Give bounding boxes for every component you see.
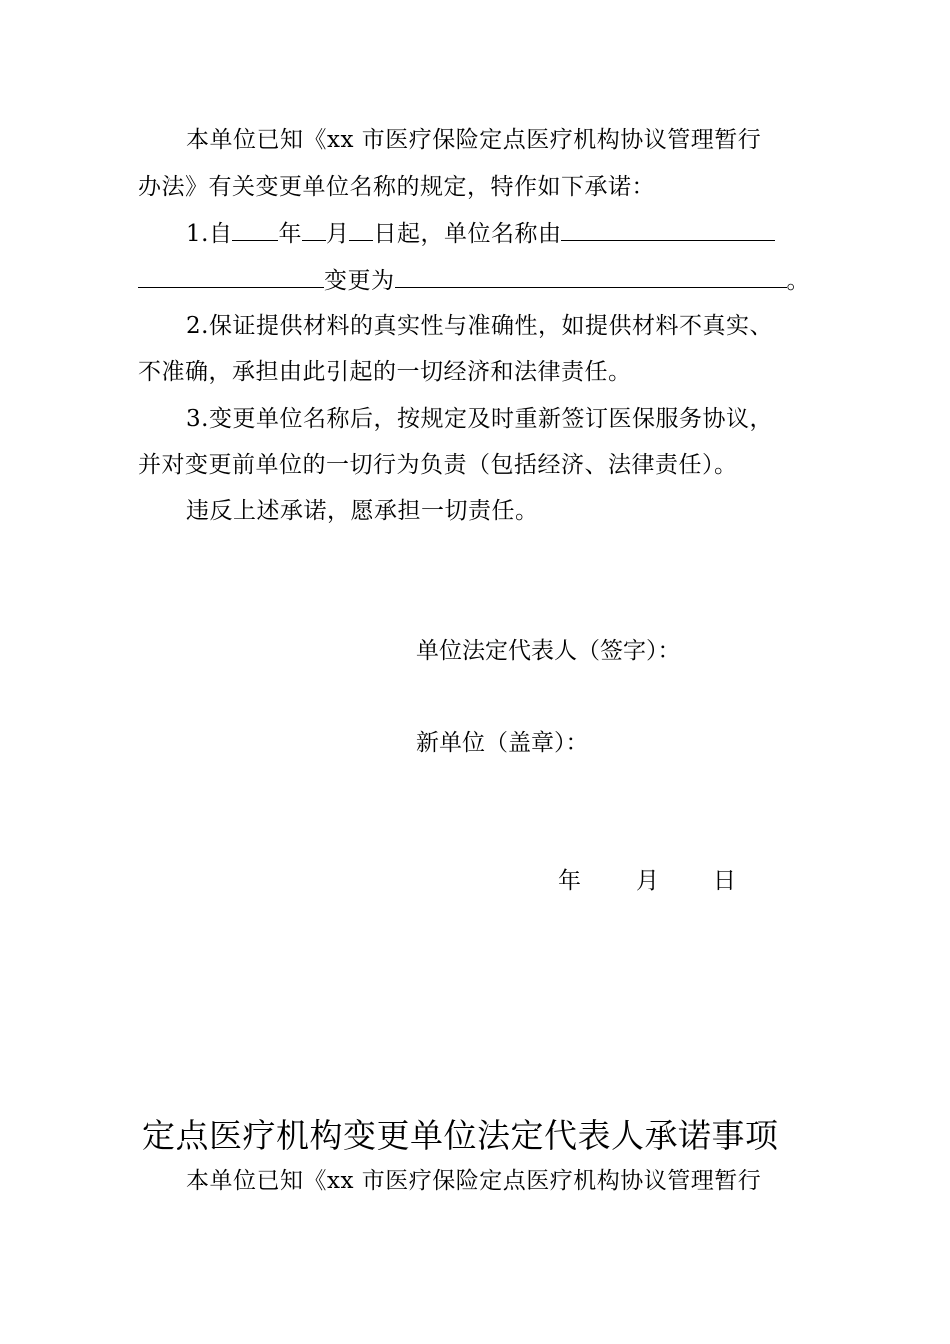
item1-line2 xyxy=(138,265,810,296)
seal-label: 新单位（盖章）： xyxy=(416,730,589,756)
closing-statement: 违反上述承诺，愿承担一切责任。 xyxy=(186,498,539,524)
item1-line1 xyxy=(186,218,775,249)
item2-line2: 不准确，承担由此引起的一切经济和法律责任。 xyxy=(138,359,632,385)
para1-line2: 办法》有关变更单位名称的规定，特作如下承诺： xyxy=(138,174,655,200)
section2-title: 定点医疗机构变更单位法定代表人承诺事项 xyxy=(142,1116,779,1155)
item2-line1: 2.保证提供材料的真实性与准确性，如提供材料不真实、 xyxy=(186,313,773,339)
item3-line1: 3.变更单位名称后，按规定及时重新签订医保服务协议， xyxy=(186,406,773,432)
item1-day-label: 日起，单位名称由 xyxy=(373,221,562,247)
new-name-blank[interactable] xyxy=(395,265,787,288)
day-blank[interactable] xyxy=(349,218,373,241)
date-month-label: 月 xyxy=(636,868,659,894)
item1-end: 。 xyxy=(786,268,810,294)
item1-month-label: 月 xyxy=(325,221,350,247)
item1-year-label: 年 xyxy=(278,221,302,247)
signature-label: 单位法定代表人（签字）： xyxy=(416,638,681,664)
old-name-blank-part2[interactable] xyxy=(138,265,324,288)
para1-line1: 本单位已知《xx 市医疗保险定点医疗机构协议管理暂行 xyxy=(186,127,762,153)
item1-prefix: 1.自 xyxy=(186,221,233,247)
date-day-label: 日 xyxy=(713,868,736,894)
section2-para1-line1: 本单位已知《xx 市医疗保险定点医疗机构协议管理暂行 xyxy=(186,1168,762,1194)
date-year-label: 年 xyxy=(558,868,581,894)
item1-change-to: 变更为 xyxy=(324,268,395,294)
month-blank[interactable] xyxy=(302,218,326,241)
old-name-blank-part1[interactable] xyxy=(561,218,775,241)
item3-line2: 并对变更前单位的一切行为负责（包括经济、法律责任）。 xyxy=(138,452,738,478)
year-blank[interactable] xyxy=(232,218,278,241)
